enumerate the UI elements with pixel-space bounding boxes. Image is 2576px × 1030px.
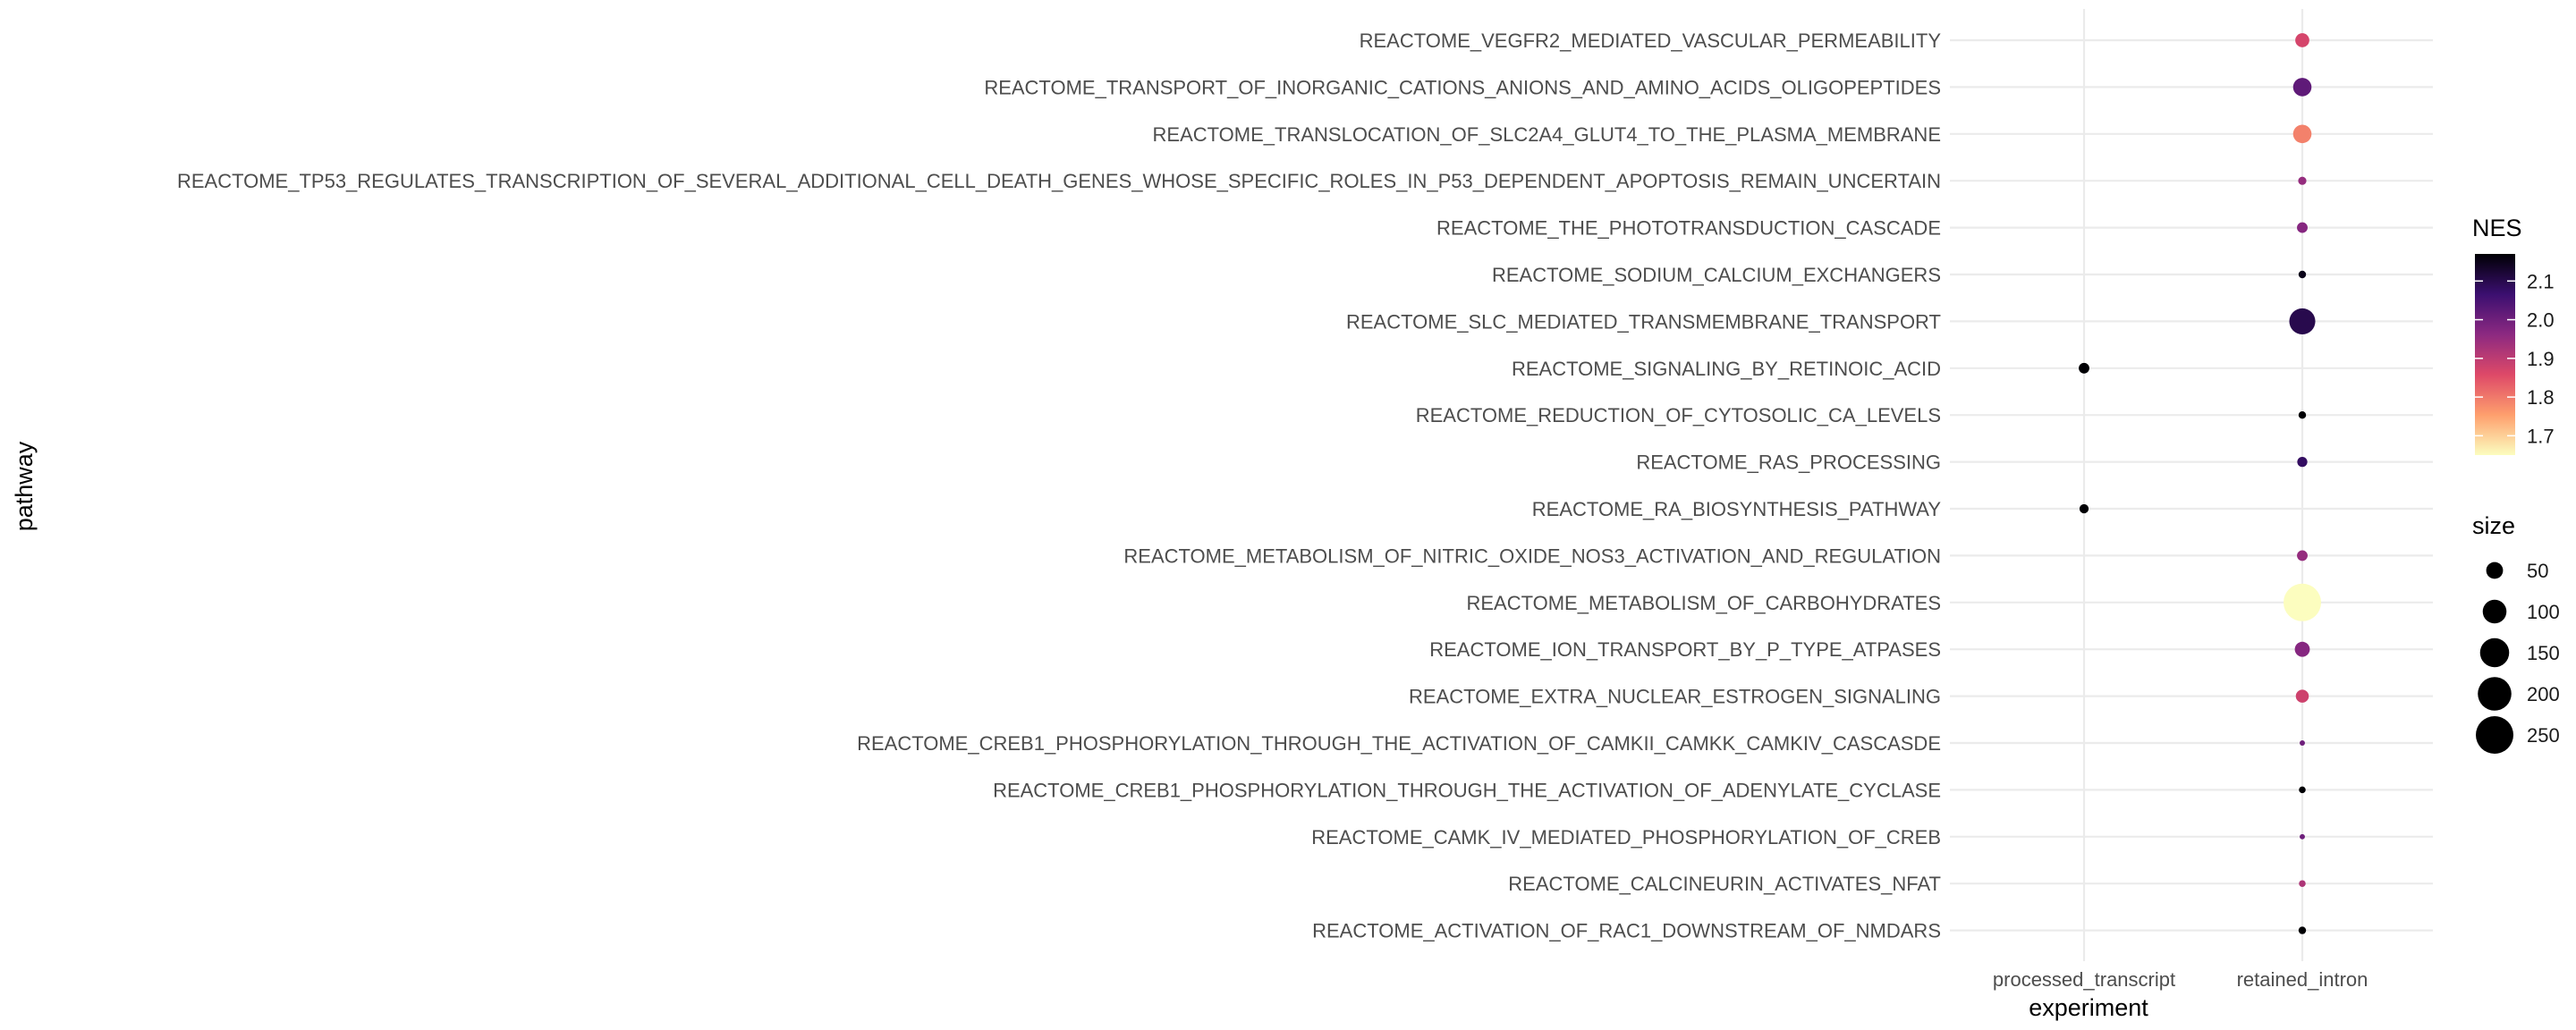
y-tick-label: REACTOME_TP53_REGULATES_TRANSCRIPTION_OF_SEVERAL_ADDITIONAL_CELL_DEATH_GENES_WHOSE_SPECIFIC_ROLES_IN_P53_DEPENDENT_APOPTOSIS_REMAIN_UNCERTAIN (176, 170, 1941, 193)
size-legend-key (2483, 600, 2507, 624)
y-tick-label: REACTOME_CAMK_IV_MEDIATED_PHOSPHORYLATION_OF_CREB (1311, 825, 1941, 848)
x-axis-tick-labels (1993, 968, 2368, 991)
data-point (2289, 308, 2315, 334)
colorbar-tick-label: 1.9 (2527, 347, 2555, 370)
data-point (2080, 504, 2089, 513)
y-tick-label: REACTOME_SLC_MEDIATED_TRANSMEMBRANE_TRANSPORT (1345, 310, 1941, 333)
colorbar-tick-label: 2.1 (2527, 270, 2555, 293)
size-legend-label: 50 (2527, 560, 2549, 582)
data-point (2299, 411, 2306, 418)
y-tick-label: REACTOME_RAS_PROCESSING (1636, 451, 1941, 474)
data-point (2293, 125, 2312, 144)
y-tick-label: REACTOME_CALCINEURIN_ACTIVATES_NFAT (1508, 873, 1941, 896)
y-tick-label: REACTOME_TRANSPORT_OF_INORGANIC_CATIONS_ANIONS_AND_AMINO_ACIDS_OLIGOPEPTIDES (984, 76, 1941, 99)
x-axis-title: experiment (2029, 994, 2148, 1021)
nes-colorbar (2475, 254, 2515, 455)
data-point (2297, 457, 2307, 467)
data-point (2299, 926, 2306, 933)
data-point (2299, 787, 2306, 794)
y-tick-label: REACTOME_EXTRA_NUCLEAR_ESTROGEN_SIGNALING (1409, 685, 1941, 708)
y-tick-label: REACTOME_REDUCTION_OF_CYTOSOLIC_CA_LEVELS (1415, 404, 1941, 427)
data-point (2295, 33, 2309, 47)
size-legend-key (2478, 677, 2512, 711)
y-tick-label: REACTOME_VEGFR2_MEDIATED_VASCULAR_PERMEABILITY (1359, 30, 1941, 52)
colorbar-tick-label: 1.8 (2527, 386, 2555, 409)
data-point (2300, 834, 2305, 840)
nes-legend-title: NES (2472, 215, 2522, 241)
y-tick-label: REACTOME_METABOLISM_OF_NITRIC_OXIDE_NOS3_ACTIVATION_AND_REGULATION (1123, 545, 1941, 568)
data-point (2296, 689, 2309, 703)
size-legend-label: 100 (2527, 601, 2560, 623)
size-legend-key (2487, 562, 2504, 579)
data-point (2299, 880, 2306, 887)
y-tick-label: REACTOME_SODIUM_CALCIUM_EXCHANGERS (1491, 264, 1941, 286)
data-point (2298, 177, 2306, 185)
y-tick-label: REACTOME_CREB1_PHOSPHORYLATION_THROUGH_THE_ACTIVATION_OF_CAMKII_CAMKK_CAMKIV_CASCASDE (857, 732, 1941, 755)
data-point (2293, 78, 2312, 97)
colorbar-tick-label: 2.0 (2527, 308, 2555, 332)
data-points (2079, 33, 2321, 934)
y-axis-title: pathway (11, 441, 38, 532)
data-point (2297, 550, 2308, 561)
data-point (2299, 271, 2306, 278)
y-tick-label: REACTOME_TRANSLOCATION_OF_SLC2A4_GLUT4_TO_THE_PLASMA_MEMBRANE (1152, 122, 1941, 146)
data-point (2295, 642, 2310, 657)
y-tick-label: REACTOME_RA_BIOSYNTHESIS_PATHWAY (1531, 498, 1941, 520)
data-point (2300, 740, 2305, 746)
y-axis-tick-labels (177, 30, 1941, 942)
data-point (2297, 223, 2308, 233)
data-point (2079, 363, 2089, 374)
size-legend-title: size (2472, 512, 2516, 539)
size-legend-label: 250 (2527, 724, 2560, 747)
y-tick-label: REACTOME_METABOLISM_OF_CARBOHYDRATES (1466, 591, 1941, 614)
size-legend-key (2476, 716, 2513, 754)
y-tick-label: REACTOME_CREB1_PHOSPHORYLATION_THROUGH_THE_ACTIVATION_OF_ADENYLATE_CYCLASE (993, 779, 1941, 802)
y-tick-label: REACTOME_SIGNALING_BY_RETINOIC_ACID (1511, 357, 1941, 380)
nes-color-legend (2472, 215, 2555, 455)
size-legend-label: 150 (2527, 642, 2560, 664)
size-legend (2472, 512, 2560, 754)
grid-lines (1950, 9, 2433, 961)
size-legend-key (2480, 638, 2510, 668)
y-tick-label: REACTOME_THE_PHOTOTRANSDUCTION_CASCADE (1436, 216, 1941, 240)
size-legend-label: 200 (2527, 683, 2560, 705)
y-tick-label: REACTOME_ACTIVATION_OF_RAC1_DOWNSTREAM_OF_NMDARS (1312, 919, 1941, 942)
data-point (2284, 584, 2321, 621)
y-tick-label: REACTOME_ION_TRANSPORT_BY_P_TYPE_ATPASES (1429, 638, 1941, 662)
x-tick-label: processed_transcript (1992, 968, 2176, 991)
x-tick-label: retained_intron (2236, 968, 2368, 991)
colorbar-tick-label: 1.7 (2527, 425, 2555, 448)
